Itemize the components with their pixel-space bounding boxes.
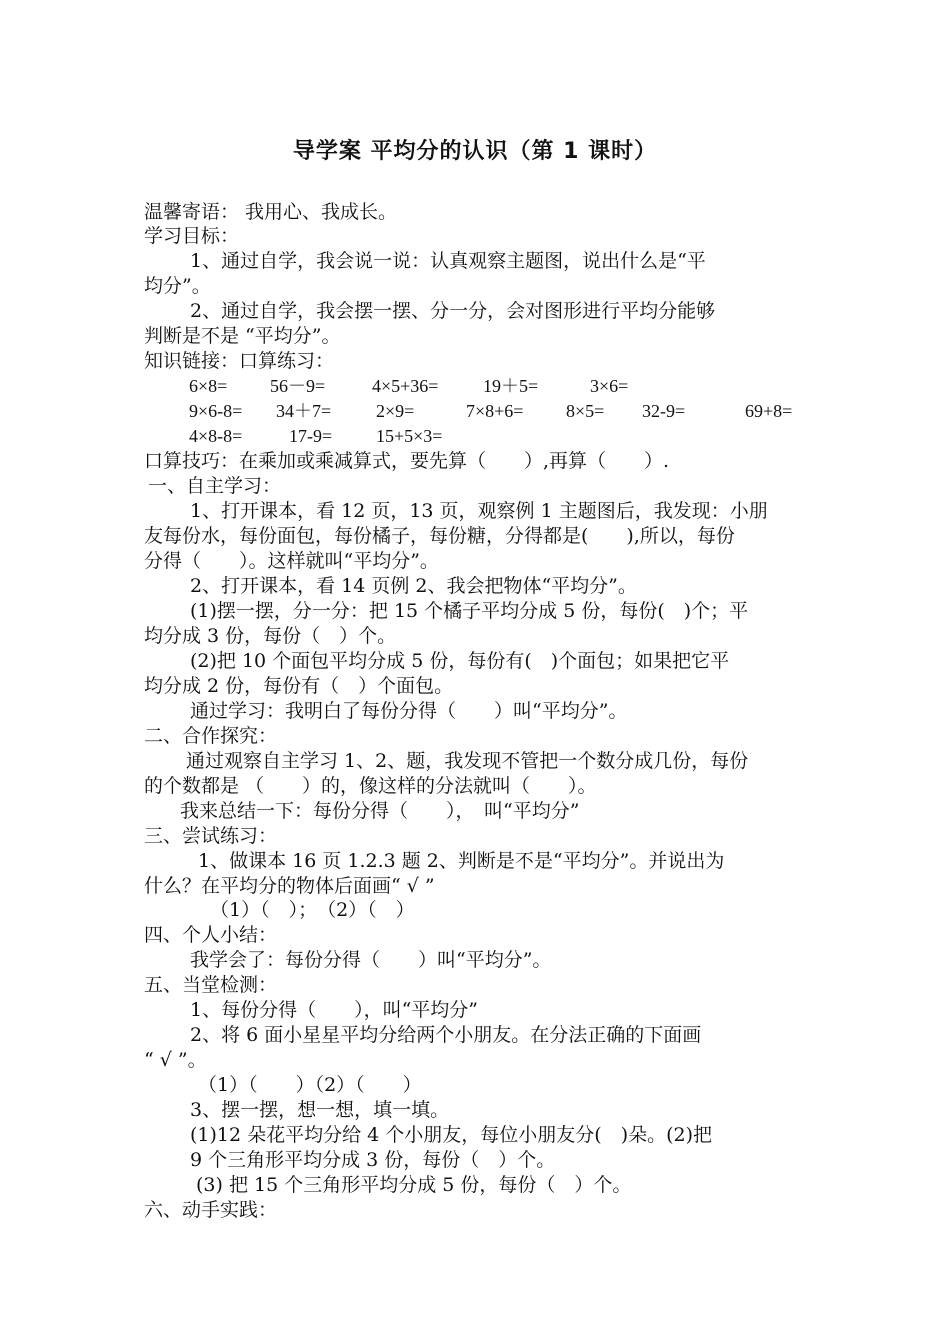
section-1-text: 均分成 2 份，每份有（ ）个面包。 bbox=[144, 675, 454, 697]
calc-item: 7×8+6= bbox=[466, 401, 524, 421]
section-5-text: 9 个三角形平均分成 3 份，每份（ ）个。 bbox=[190, 1149, 556, 1171]
section-2-text: 的个数都是 （ ）的，像这样的分法就叫（ ）。 bbox=[144, 775, 597, 797]
calc-item: 19＋5= bbox=[483, 376, 539, 396]
section-5-text: “ √ ”。 bbox=[144, 1049, 207, 1071]
goal-2-line-2: 判断是不是 “平均分”。 bbox=[144, 325, 341, 347]
calc-tip: 口算技巧：在乘加或乘减算式，要先算（ ）,再算（ ）. bbox=[144, 450, 670, 472]
section-3-text: 什么？在平均分的物体后面画“ √ ” bbox=[144, 875, 435, 897]
calc-item: 15+5×3= bbox=[376, 426, 443, 446]
section-4-heading: 四、个人小结： bbox=[144, 924, 278, 946]
section-1-heading: 一、自主学习： bbox=[148, 475, 282, 497]
section-5-text: 2、将 6 面小星星平均分给两个小朋友。在分法正确的下面画 bbox=[190, 1024, 702, 1046]
section-1-text: 均分成 3 份，每份（ ）个。 bbox=[144, 625, 397, 647]
goal-1-line-2: 均分”。 bbox=[144, 275, 211, 297]
calc-item: 6×8= bbox=[189, 376, 228, 396]
knowledge-heading: 知识链接：口算练习： bbox=[144, 350, 335, 372]
goals-heading: 学习目标： bbox=[144, 225, 240, 247]
section-5-text: (3) 把 15 个三角形平均分成 5 份，每份（ ）个。 bbox=[196, 1174, 632, 1196]
section-1-text: 分得（ ）。这样就叫“平均分”。 bbox=[144, 550, 439, 572]
calc-item: 4×8-8= bbox=[189, 426, 243, 446]
calc-item: 32-9= bbox=[642, 401, 686, 421]
section-5-heading: 五、当堂检测： bbox=[144, 974, 278, 996]
section-5-text: （1）（ ）（2）（ ） bbox=[198, 1074, 422, 1096]
goal-1-line-1: 1、通过自学，我会说一说：认真观察主题图，说出什么是“平 bbox=[190, 250, 706, 272]
section-5-text: 3、摆一摆，想一想，填一填。 bbox=[190, 1099, 450, 1121]
section-3-text: 1、做课本 16 页 1.2.3 题 2、判断是不是“平均分”。并说出为 bbox=[198, 850, 725, 872]
section-1-text: 通过学习：我明白了每份分得（ ）叫“平均分”。 bbox=[190, 700, 628, 722]
section-2-heading: 二、合作探究： bbox=[144, 725, 278, 747]
calc-item: 56－9= bbox=[270, 376, 326, 396]
motto: 温馨寄语： 我用心、我成长。 bbox=[144, 201, 398, 223]
section-4-text: 我学会了：每份分得（ ）叫“平均分”。 bbox=[190, 949, 552, 971]
section-2-text: 我来总结一下：每份分得（ ）， 叫“平均分” bbox=[180, 800, 580, 822]
calc-item: 17-9= bbox=[289, 426, 333, 446]
calc-item: 34＋7= bbox=[276, 401, 332, 421]
section-2-text: 通过观察自主学习 1、2、题，我发现不管把一个数分成几份，每份 bbox=[186, 750, 749, 772]
section-5-text: 1、每份分得（ ），叫“平均分” bbox=[190, 999, 479, 1021]
section-1-text: 友每份水，每份面包，每份橘子，每份糖，分得都是( ),所以，每份 bbox=[144, 525, 735, 547]
section-1-text: (1)摆一摆，分一分：把 15 个橘子平均分成 5 份，每份( )个；平 bbox=[190, 600, 749, 622]
section-5-text: (1)12 朵花平均分给 4 个小朋友，每位小朋友分( )朵。(2)把 bbox=[190, 1124, 713, 1146]
calc-item: 8×5= bbox=[566, 401, 605, 421]
page-title: 导学案 平均分的认识（第 1 课时） bbox=[292, 139, 658, 164]
section-1-text: (2)把 10 个面包平均分成 5 份，每份有( )个面包；如果把它平 bbox=[190, 650, 730, 672]
goal-2-line-1: 2、通过自学，我会摆一摆、分一分，会对图形进行平均分能够 bbox=[190, 300, 716, 322]
section-1-text: 2、打开课本，看 14 页例 2、我会把物体“平均分”。 bbox=[190, 575, 637, 597]
section-3-text: （1）（ ）； （2）（ ） bbox=[210, 899, 415, 921]
section-1-text: 1、打开课本，看 12 页，13 页，观察例 1 主题图后，我发现：小朋 bbox=[190, 500, 768, 522]
section-6-heading: 六、动手实践： bbox=[144, 1199, 278, 1221]
calc-item: 69+8= bbox=[745, 401, 793, 421]
calc-item: 2×9= bbox=[376, 401, 415, 421]
calc-item: 9×6-8= bbox=[189, 401, 243, 421]
calc-item: 4×5+36= bbox=[372, 376, 439, 396]
calc-item: 3×6= bbox=[590, 376, 629, 396]
section-3-heading: 三、尝试练习： bbox=[144, 825, 278, 847]
